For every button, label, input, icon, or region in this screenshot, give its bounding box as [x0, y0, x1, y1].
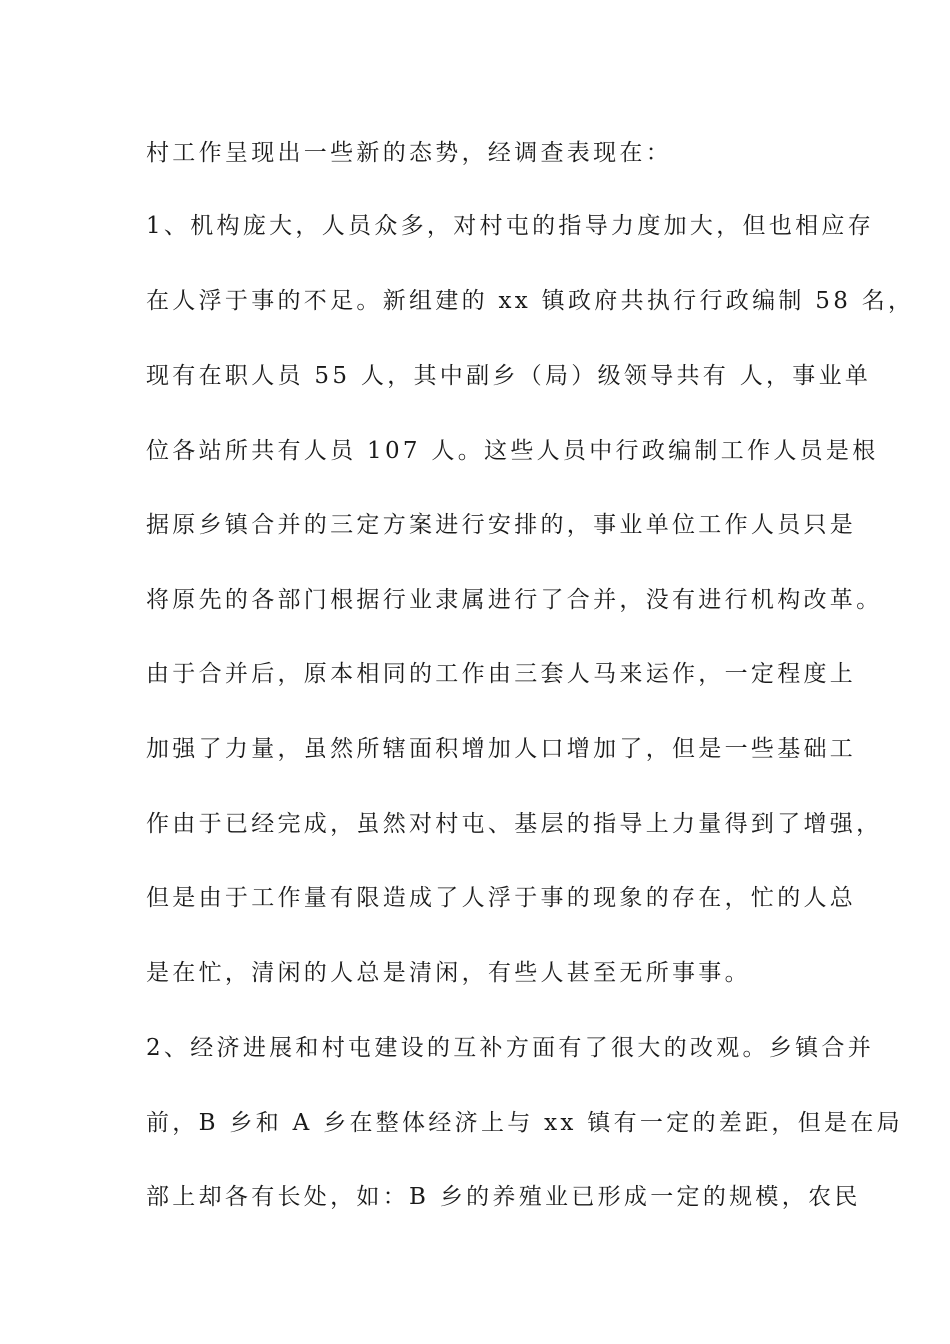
text-line-14: 前，B 乡和 A 乡在整体经济上与 xx 镇有一定的差距，但是在局	[146, 1110, 903, 1136]
text-line-12: 是在忙，清闲的人总是清闲，有些人甚至无所事事。	[146, 960, 751, 986]
text-line-9: 加强了力量，虽然所辖面积增加人口增加了，但是一些基础工	[146, 736, 857, 762]
text-line-8: 由于合并后，原本相同的工作由三套人马来运作，一定程度上	[146, 661, 857, 687]
text-line-15: 部上却各有长处，如：B 乡的养殖业已形成一定的规模，农民	[146, 1184, 861, 1210]
text-line-4: 现有在职人员 55 人，其中副乡（局）级领导共有 人，事业单	[146, 363, 872, 389]
text-line-5: 位各站所共有人员 107 人。这些人员中行政编制工作人员是根	[146, 438, 879, 464]
text-line-10: 作由于已经完成，虽然对村屯、基层的指导上力量得到了增强，	[146, 811, 883, 837]
text-line-13: 2、经济进展和村屯建设的互补方面有了很大的改观。乡镇合并	[146, 1035, 875, 1061]
text-line-2: 1、机构庞大，人员众多，对村屯的指导力度加大，但也相应存	[146, 213, 875, 239]
text-line-6: 据原乡镇合并的三定方案进行安排的，事业单位工作人员只是	[146, 512, 857, 538]
text-line-7: 将原先的各部门根据行业隶属进行了合并，没有进行机构改革。	[146, 587, 883, 613]
text-line-3: 在人浮于事的不足。新组建的 xx 镇政府共执行行政编制 58 名，	[146, 288, 915, 314]
text-line-1: 村工作呈现出一些新的态势，经调查表现在：	[146, 140, 672, 166]
text-line-11: 但是由于工作量有限造成了人浮于事的现象的存在，忙的人总	[146, 885, 857, 911]
